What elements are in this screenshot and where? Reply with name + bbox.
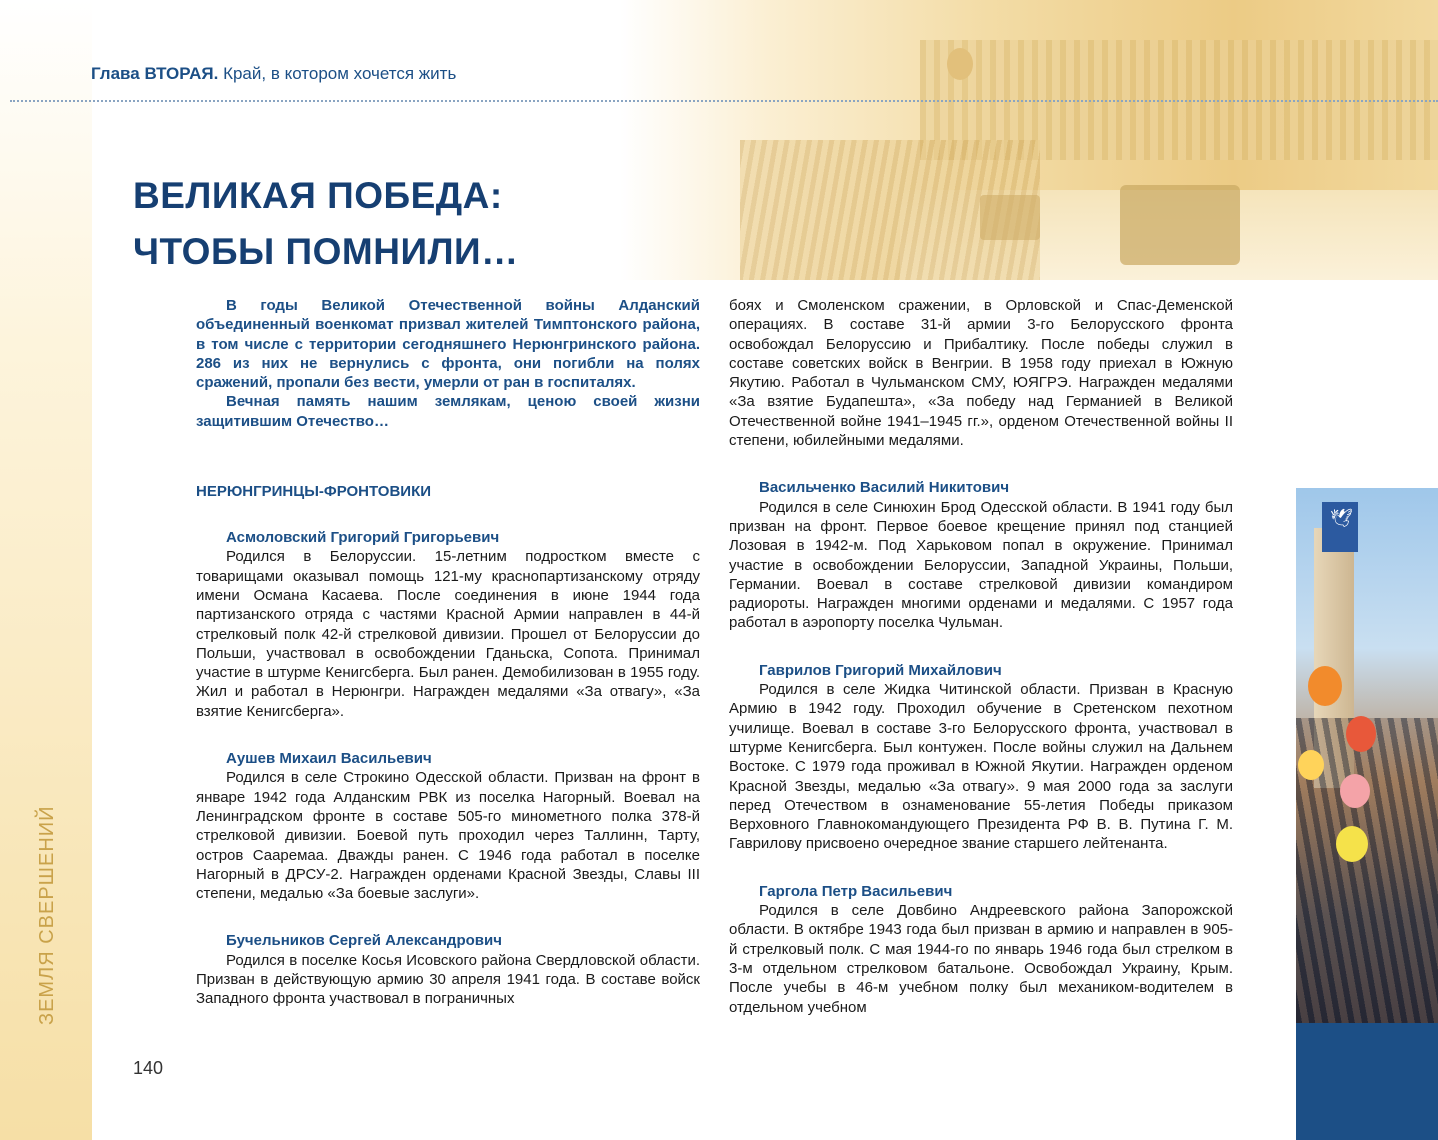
veteran-bio: Родился в Белоруссии. 15-летним подростком вместе с товарищами оказывал помощь 121-му краснопартизанскому отряду имени Османа Касаева. После соединения в июне 1944 года партизанского отряда с частями Красной Армии направлен в 44-й стрелковый полк 42-й стрелковой дивизии. Прошел от Белоруссии до Польши, участвовал в освобождении Гданьска, Сопота. Принимал участие в штурме Кенигсберга. Был ранен. Демобилизован в 1955 году. Жил и работал в Нерюнгри. Награжден медалями «За отвагу», «За взятие Кенигсберга». (196, 548, 700, 720)
biography-entry (729, 478, 1233, 632)
veteran-bio-continued: боях и Смоленском сражении, в Орловской и Спас-Деменской операциях. В составе 31-й армии 3-го Белорусского фронта освобождал Белоруссию и Прибалтику. После победы служил в составе советских войск в Венгрии. В 1958 году приехал в Южную Якутию. Работал в Чульманском СМУ, ЮЯГРЭ. Награжден медалями «За взятие Будапешта», «За победу над Германией в Великой Отечественной войне 1941–1945 гг.», орденом Отечественной войны II степени, юбилейными медалями. (729, 297, 1233, 450)
chapter-header (91, 64, 456, 84)
column-right (729, 296, 1233, 1017)
intro-paragraph: Вечная память нашим землякам, ценою своей жизни защитившим Отечество… (196, 393, 700, 430)
title-line-1: ВЕЛИКАЯ ПОБЕДА: (133, 175, 503, 216)
column-left (196, 296, 700, 1009)
page-number: 140 (133, 1058, 164, 1078)
veteran-name: Аушев Михаил Васильевич (226, 750, 432, 768)
intro (196, 296, 700, 431)
veteran-name: Васильченко Василий Никитович (759, 479, 1010, 497)
chapter-title: Край, в котором хочется жить (223, 64, 457, 83)
title-line-2: ЧТОБЫ ПОМНИЛИ… (133, 231, 519, 272)
side-label: ЗЕМЛЯ СВЕРШЕНИЙ (36, 805, 58, 1025)
veteran-bio: Родился в селе Довбино Андреевского района Запорожской области. В октябре 1943 года был призван в армию и направлен в 905-й стрелковый полк. С мая 1944-го по январь 1946 года был стрелком в 3-м отдельном стрелковом батальоне. Освобождал Украину, Крым. После учебы в 46-м учебном полку был механиком-водителем в отдельном учебном (729, 902, 1233, 1016)
biography-entry (196, 749, 700, 903)
veteran-name: Бучельников Сергей Александрович (226, 932, 502, 950)
balloon-shape (1298, 750, 1324, 780)
veteran-bio: Родился в селе Строкино Одесской области. Призван на фронт в январе 1942 года Алданским РВК из поселка Нагорный. Воевал на Ленинградском фронте в составе 505-го минометного полка 378-й стрелковой дивизии. Боевой путь проходил через Таллинн, Тарту, остров Сааремаа. Дважды ранен. С 1946 года работал в поселке Нагорный в ДРСУ-2. Награжден орденами Красной Звезды, Славы III степени, медалью «За боевые заслуги». (196, 769, 700, 903)
photo-vehicle (1120, 185, 1240, 265)
veteran-bio: Родился в селе Синюхин Брод Одесской области. В 1941 году был призван на фронт. Первое боевое крещение принял под станцией Лозовая в 1942-м. Под Харьковом попал в окружение. Принимал участие в освобождении Белоруссии, Западной Украины, Польши, Германии. Воевал в составе стрелковой дивизии командиром радиороты. Награжден многими орденами и медалями. С 1957 года работал в аэропорту поселка Чульман. (729, 498, 1233, 632)
biography-entry (196, 931, 700, 1008)
veteran-name: Асмоловский Григорий Григорьевич (226, 529, 500, 547)
biography-entry (729, 882, 1233, 1017)
corner-accent-bar (1296, 1023, 1438, 1140)
header-divider (10, 100, 1438, 102)
balloon-shape (1346, 716, 1376, 752)
dove-sign-icon: 🕊 (1322, 502, 1358, 552)
intro-paragraph: В годы Великой Отечественной войны Алданский объединенный военкомат призвал жителей Тимптонского района, в том числе с территории сегодняшнего Нерюнгринского района. 286 из них не вернулись с фронта, они погибли на полях сражений, пропали без вести, умерли от ран в госпиталях. (196, 297, 700, 392)
chapter-number: Глава ВТОРАЯ. (91, 64, 219, 83)
page-title (133, 168, 519, 280)
balloon-shape (947, 48, 973, 80)
balloon-shape (1340, 774, 1370, 808)
parade-balloons-photo (1296, 488, 1438, 1023)
section-heading: НЕРЮНГРИНЦЫ-ФРОНТОВИКИ (196, 483, 432, 501)
photo-vehicle (980, 195, 1040, 240)
victory-parade-photo (620, 0, 1438, 280)
balloon-shape (1308, 666, 1342, 706)
balloon-shape (1336, 826, 1368, 862)
veteran-bio: Родился в селе Жидка Читинской области. Призван в Красную Армию в 1942 году. Проходил обучение в Сретенском пехотном училище. Воевал в составе 3-го Белорусского фронта, участвовал в штурме Кенигсберга. Был контужен. После войны служил на Дальнем Востоке. С 1979 года проживал в Южной Якутии. Награжден орденом Красной Звезды, медалью «За отвагу». 9 мая 2000 года за заслуги перед Отечеством в ознаменование 55-летия Победы приказом Верховного Главнокомандующего Президента РФ В. В. Путина Г. М. Гаврилову присвоено очередное звание старшего лейтенанта. (729, 681, 1233, 853)
biography-entry (729, 661, 1233, 854)
veteran-name: Гаргола Петр Васильевич (759, 882, 953, 900)
veteran-name: Гаврилов Григорий Михайлович (759, 661, 1002, 679)
biography-entry (196, 528, 700, 721)
veteran-bio: Родился в поселке Косья Исовского района Свердловской области. Призван в действующую армию 30 апреля 1941 года. В составе войск Западного фронта участвовал в пограничных (196, 951, 700, 1008)
